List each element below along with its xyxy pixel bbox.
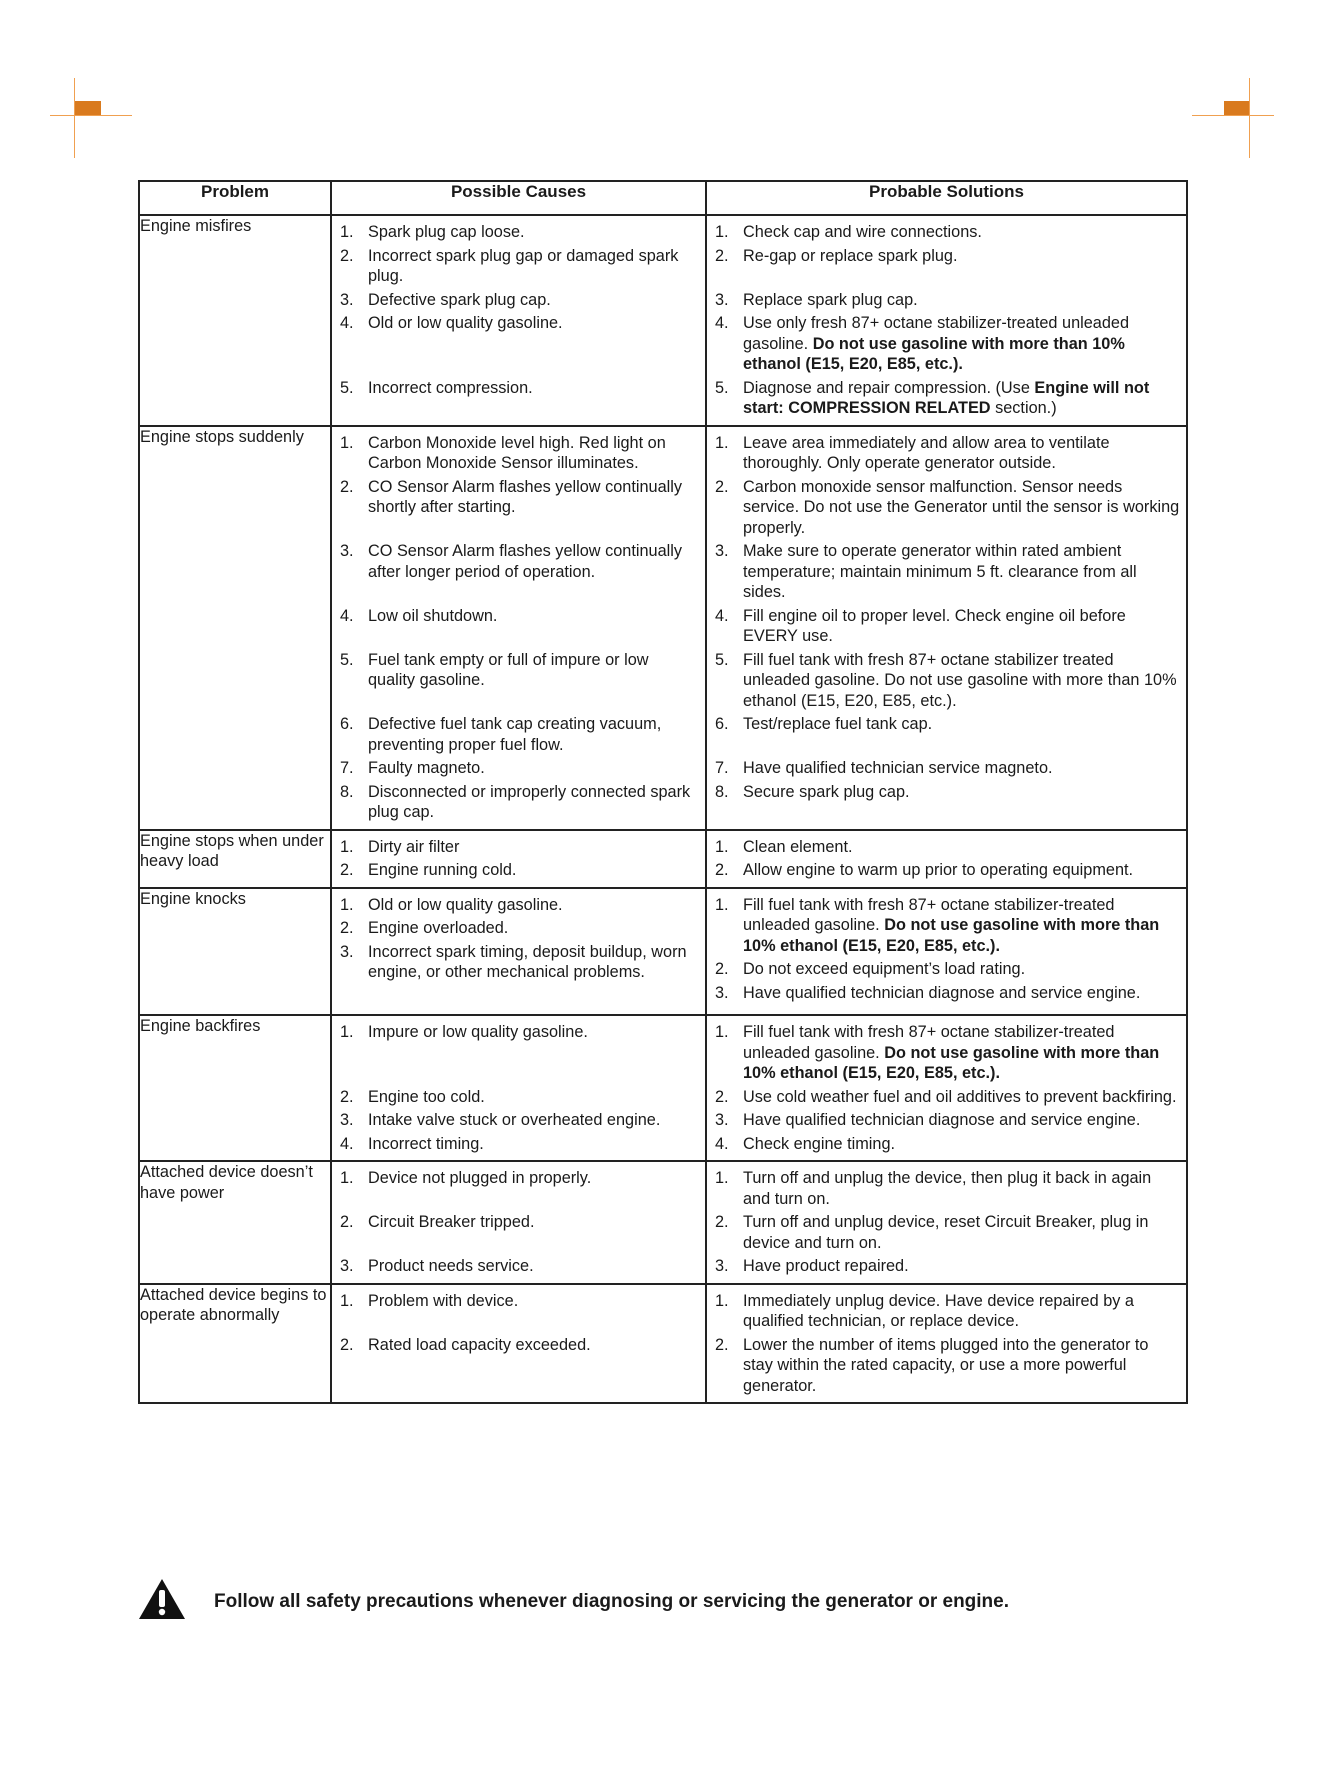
item-number: 2.	[340, 1087, 354, 1106]
solution-entry	[715, 313, 1180, 375]
item-number: 2.	[715, 1213, 729, 1231]
cause-item	[332, 779, 707, 829]
solution-text: Use only fresh 87+ octane stabilizer-treated unleaded gasoline.	[743, 314, 1130, 353]
item-text: Product needs service.	[368, 1257, 534, 1275]
item-number: 7.	[715, 759, 729, 777]
item-text: Old or low quality gasoline.	[368, 314, 563, 332]
solution-entry	[715, 477, 1180, 539]
item-text: Device not plugged in properly.	[368, 1169, 592, 1187]
item-text	[743, 1256, 1180, 1277]
cause-solution-cells	[331, 1015, 1187, 1161]
item-number: 3.	[340, 942, 354, 961]
item-number: 2.	[340, 1213, 354, 1231]
solution-text: Have qualified technician diagnose and service engine.	[743, 1111, 1141, 1129]
cause-item	[332, 375, 707, 425]
cause-entry	[340, 918, 697, 939]
solution-item	[707, 310, 1188, 375]
item-number: 4.	[715, 314, 729, 332]
problem-cell: Engine misfires	[139, 215, 331, 426]
item-number: 4.	[715, 606, 729, 625]
item-text: Impure or low quality gasoline.	[368, 1023, 588, 1041]
item-text: Defective fuel tank cap creating vacuum, preventing proper fuel flow.	[368, 715, 662, 754]
solution-item	[707, 647, 1188, 712]
solution-entry	[715, 650, 1180, 712]
item-number: 8.	[340, 782, 354, 801]
solution-item	[707, 1131, 1188, 1161]
solution-item	[707, 1209, 1188, 1253]
table-row	[139, 1161, 1187, 1284]
cause-entry	[340, 477, 697, 518]
crop-mark-left-v	[74, 78, 75, 158]
solution-item	[707, 216, 1188, 243]
item-text	[743, 1134, 1180, 1155]
cause-entry	[340, 1110, 697, 1131]
troubleshooting-table	[138, 180, 1188, 1404]
item-number: 2.	[340, 919, 354, 937]
item-number: 1.	[340, 895, 354, 914]
cause-entry	[340, 837, 697, 858]
item-number: 4.	[340, 314, 354, 332]
item-number: 3.	[340, 542, 354, 560]
solution-text: Lower the number of items plugged into the generator to stay within the rated capacity, or use a more powerful generator.	[743, 1335, 1149, 1395]
problem-cell: Attached device begins to operate abnormally	[139, 1284, 331, 1404]
solution-entry	[715, 782, 1180, 803]
item-text: Faulty magneto.	[368, 759, 485, 777]
item-text	[743, 378, 1180, 419]
table-row	[139, 888, 1187, 1016]
item-text: Engine overloaded.	[368, 919, 509, 937]
solution-text: Immediately unplug device. Have device repaired by a qualified technician, or replace device.	[743, 1291, 1134, 1330]
item-text	[743, 606, 1180, 647]
cause-solution-grid	[332, 216, 1186, 425]
solution-text: Use cold weather fuel and oil additives to prevent backfiring.	[743, 1087, 1177, 1106]
table-row	[139, 426, 1187, 830]
item-number: 3.	[715, 1257, 729, 1275]
solution-item	[707, 603, 1188, 647]
cause-entry	[340, 1256, 697, 1277]
solution-text: Fill fuel tank with fresh 87+ octane stabilizer-treated unleaded gasoline.	[743, 895, 1115, 934]
cause-entry	[340, 714, 697, 755]
solution-text: Turn off and unplug the device, then plug it back in again and turn on.	[743, 1169, 1152, 1208]
safety-footer	[138, 1578, 1009, 1625]
solution-text: Do not exceed equipment’s load rating.	[743, 960, 1026, 978]
item-number: 1.	[340, 433, 354, 452]
item-number: 1.	[715, 1023, 729, 1041]
problem-cell: Engine knocks	[139, 888, 331, 1016]
solution-text: Fill fuel tank with fresh 87+ octane stabilizer treated unleaded gasoline. Do not use gasoline with more than 10% ethanol (E15, E20, E85, etc.).	[743, 650, 1177, 710]
item-text	[743, 313, 1180, 375]
solution-text: Make sure to operate generator within rated ambient temperature; maintain minimum 5 ft. clearance from all sides.	[743, 542, 1137, 601]
cause-entry	[340, 1134, 697, 1155]
item-number: 2.	[715, 1335, 729, 1354]
item-number: 6.	[715, 715, 729, 733]
problem-cell: Attached device doesn’t have power	[139, 1161, 331, 1284]
solution-item	[707, 1162, 1188, 1209]
item-text: CO Sensor Alarm flashes yellow continually after longer period of operation.	[368, 542, 683, 581]
item-number: 2.	[715, 861, 729, 879]
cause-entry	[340, 313, 697, 334]
item-text: Engine too cold.	[368, 1087, 485, 1106]
item-text: Fuel tank empty or full of impure or low quality gasoline.	[368, 650, 649, 689]
solution-item	[707, 857, 1188, 887]
solution-text: Re-gap or replace spark plug.	[743, 246, 958, 265]
cause-item	[332, 857, 707, 887]
solution-text: Allow engine to warm up prior to operating equipment.	[743, 861, 1134, 879]
cause-item	[332, 1084, 707, 1108]
solution-item	[707, 711, 1188, 755]
cause-item	[332, 755, 707, 779]
item-number: 1.	[715, 1291, 729, 1310]
solution-entry	[715, 1256, 1180, 1277]
solution-text: Turn off and unplug device, reset Circuit Breaker, plug in device and turn on.	[743, 1213, 1149, 1252]
item-text	[743, 650, 1180, 712]
solution-text: Have qualified technician diagnose and service engine.	[743, 983, 1141, 1002]
item-number: 1.	[340, 837, 354, 856]
item-number: 3.	[340, 290, 354, 309]
cause-entry	[340, 1087, 697, 1108]
item-number: 1.	[340, 1291, 354, 1310]
item-text: Engine running cold.	[368, 861, 517, 879]
solution-item	[707, 287, 1188, 311]
header-causes: Possible Causes	[331, 181, 706, 215]
item-text	[743, 477, 1180, 539]
problem-cell: Engine backfires	[139, 1015, 331, 1161]
item-text	[743, 1291, 1180, 1332]
cause-item	[332, 427, 707, 474]
item-text	[743, 1087, 1180, 1108]
cause-entry	[340, 1168, 697, 1189]
cause-entry	[340, 433, 697, 474]
solution-item	[707, 1107, 1188, 1131]
cause-solution-grid	[332, 1016, 1186, 1160]
item-number: 3.	[340, 1111, 354, 1129]
solution-item	[707, 375, 1188, 425]
item-text: Incorrect spark plug gap or damaged spark plug.	[368, 246, 679, 285]
cause-solution-cells	[331, 1161, 1187, 1284]
solutions-cell	[706, 888, 1187, 1016]
safety-message: Follow all safety precautions whenever diagnosing or servicing the generator or engine.	[214, 1590, 1010, 1612]
item-number: 1.	[340, 1023, 354, 1041]
item-number: 3.	[715, 1111, 729, 1129]
cause-item	[332, 538, 707, 603]
cause-entry	[340, 606, 697, 627]
cause-entry	[340, 650, 697, 691]
cause-item	[332, 1332, 707, 1403]
solution-text: Test/replace fuel tank cap.	[743, 715, 933, 733]
cause-entry	[340, 1022, 697, 1043]
crop-mark-right-block	[1224, 101, 1249, 115]
item-number: 8.	[715, 782, 729, 801]
solution-item	[707, 427, 1188, 474]
solution-text: Have product repaired.	[743, 1257, 909, 1275]
solution-item	[707, 1253, 1188, 1283]
solution-entry	[715, 758, 1180, 779]
solution-text: Carbon monoxide sensor malfunction. Sensor needs service. Do not use the Generator until the sensor is working properly.	[743, 477, 1180, 537]
solution-entry	[715, 1134, 1180, 1155]
cause-entry	[340, 290, 697, 311]
item-number: 5.	[340, 378, 354, 397]
item-text	[743, 714, 1180, 735]
solution-entry	[715, 433, 1180, 474]
cause-entry	[340, 541, 697, 582]
item-text	[743, 782, 1180, 803]
item-text: Rated load capacity exceeded.	[368, 1335, 591, 1354]
cause-item	[332, 1209, 707, 1253]
item-text	[743, 1110, 1180, 1131]
cause-entry	[340, 1212, 697, 1233]
cause-solution-grid	[332, 427, 1186, 829]
warning-triangle-icon	[138, 1578, 186, 1625]
solution-item	[707, 831, 1188, 858]
table-row	[139, 1015, 1187, 1161]
solution-entry	[715, 714, 1180, 735]
solution-entry	[715, 1335, 1180, 1397]
cause-item	[332, 1107, 707, 1131]
item-number: 4.	[340, 606, 354, 625]
solution-text: Check engine timing.	[743, 1134, 896, 1153]
solution-entry	[715, 959, 1178, 980]
solution-item	[707, 755, 1188, 779]
solution-item	[707, 1285, 1188, 1332]
item-number: 2.	[340, 246, 354, 265]
item-number: 7.	[340, 759, 354, 777]
item-number: 2.	[340, 477, 354, 496]
warning-bold-text: Do not use gasoline with more than 10% ethanol (E15, E20, E85, etc.).	[743, 916, 1160, 955]
item-number: 1.	[715, 223, 729, 241]
item-text	[743, 1212, 1180, 1253]
item-number: 2.	[340, 1335, 354, 1354]
solution-entry	[715, 837, 1180, 858]
cause-item	[332, 216, 707, 243]
item-text: Incorrect spark timing, deposit buildup, worn engine, or other mechanical problems.	[368, 942, 687, 981]
cause-solution-cells	[331, 215, 1187, 426]
item-number: 1.	[715, 433, 729, 452]
cause-item	[332, 1131, 707, 1161]
solution-text: Fill engine oil to proper level. Check engine oil before EVERY use.	[743, 606, 1126, 645]
header-solutions: Probable Solutions	[706, 181, 1187, 215]
solution-text: Clean element.	[743, 837, 853, 856]
cause-item	[332, 243, 707, 287]
cause-entry	[340, 942, 697, 983]
solution-item	[707, 1332, 1188, 1403]
solution-text: Check cap and wire connections.	[743, 223, 982, 241]
solution-item	[707, 243, 1188, 287]
item-text: Disconnected or improperly connected spark plug cap.	[368, 782, 691, 821]
item-number: 4.	[715, 1134, 729, 1153]
cause-item	[332, 1162, 707, 1209]
cause-item	[332, 647, 707, 712]
cause-solution-cells	[331, 830, 1187, 888]
item-text	[743, 433, 1180, 474]
solution-item	[707, 1016, 1188, 1084]
cause-solution-grid	[332, 831, 1186, 887]
cause-entry	[340, 782, 697, 823]
solution-entry	[715, 1212, 1180, 1253]
problem-cell: Engine stops when under heavy load	[139, 830, 331, 888]
item-number: 1.	[340, 1169, 354, 1187]
causes-cell	[331, 888, 706, 1016]
item-number: 1.	[715, 837, 729, 856]
crop-mark-right-v	[1249, 78, 1250, 158]
item-number: 3.	[715, 542, 729, 560]
cause-solution-cells	[331, 426, 1187, 830]
solution-item	[707, 474, 1188, 539]
warning-bold-text: Do not use gasoline with more than 10% ethanol (E15, E20, E85, etc.).	[743, 334, 1125, 373]
item-text: Incorrect timing.	[368, 1134, 484, 1153]
cause-entry	[340, 1335, 697, 1356]
solution-entry	[715, 983, 1178, 1004]
item-text: CO Sensor Alarm flashes yellow continually shortly after starting.	[368, 477, 683, 516]
cause-entry	[340, 378, 697, 399]
item-number: 3.	[715, 290, 729, 309]
problem-cell: Engine stops suddenly	[139, 426, 331, 830]
solution-entry	[715, 860, 1180, 881]
solution-entry	[715, 1110, 1180, 1131]
cause-entry	[340, 895, 697, 916]
item-number: 6.	[340, 715, 354, 733]
item-text: Spark plug cap loose.	[368, 223, 525, 241]
cause-entry	[340, 758, 697, 779]
solution-text: section.)	[990, 399, 1057, 417]
item-text	[743, 1335, 1180, 1397]
item-number: 2.	[715, 477, 729, 496]
cause-item	[332, 1253, 707, 1283]
solution-entry	[715, 290, 1180, 311]
item-text: Low oil shutdown.	[368, 606, 498, 625]
table-header-row	[139, 181, 1187, 215]
cause-entry	[340, 860, 697, 881]
item-number: 2.	[715, 246, 729, 265]
item-text	[743, 1168, 1180, 1209]
item-text	[743, 758, 1180, 779]
cause-item	[332, 711, 707, 755]
solution-entry	[715, 606, 1180, 647]
solution-entry	[715, 1168, 1180, 1209]
table-row	[139, 215, 1187, 426]
item-number: 1.	[340, 223, 354, 241]
solution-entry	[715, 1022, 1180, 1084]
cause-solution-cells	[331, 1284, 1187, 1404]
item-text: Carbon Monoxide level high. Red light on Carbon Monoxide Sensor illuminates.	[368, 433, 666, 472]
item-text: Problem with device.	[368, 1291, 519, 1310]
solution-entry	[715, 222, 1180, 243]
cause-item	[332, 1016, 707, 1084]
cause-entry	[340, 246, 697, 287]
item-number: 1.	[715, 895, 729, 914]
solution-text: Secure spark plug cap.	[743, 782, 910, 801]
item-text	[743, 222, 1180, 243]
item-number: 3.	[715, 983, 729, 1002]
item-text: Old or low quality gasoline.	[368, 895, 563, 914]
solution-text: Leave area immediately and allow area to ventilate thoroughly. Only operate generator outside.	[743, 433, 1110, 472]
item-text: Incorrect compression.	[368, 378, 533, 397]
item-text	[743, 860, 1180, 881]
item-text: Intake valve stuck or overheated engine.	[368, 1111, 661, 1129]
warning-bold-text: Do not use gasoline with more than 10% ethanol (E15, E20, E85, etc.).	[743, 1043, 1160, 1082]
item-number: 1.	[715, 1169, 729, 1187]
item-number: 2.	[340, 861, 354, 879]
cause-solution-grid	[332, 1285, 1186, 1403]
solution-item	[707, 779, 1188, 829]
item-text: Circuit Breaker tripped.	[368, 1213, 535, 1231]
item-text	[743, 1022, 1180, 1084]
header-problem: Problem	[139, 181, 331, 215]
solution-item	[707, 538, 1188, 603]
item-number: 5.	[715, 378, 729, 397]
item-number: 3.	[340, 1257, 354, 1275]
cause-item	[332, 831, 707, 858]
cause-item	[332, 287, 707, 311]
cause-solution-grid	[332, 1162, 1186, 1283]
item-text	[743, 837, 1180, 858]
cause-entry	[340, 1291, 697, 1312]
solution-text: Have qualified technician service magneto.	[743, 759, 1053, 777]
item-text	[743, 246, 1180, 267]
solutions-list	[707, 889, 1186, 1015]
solution-text: Replace spark plug cap.	[743, 290, 918, 309]
item-number: 4.	[340, 1134, 354, 1153]
cause-item	[332, 474, 707, 539]
item-number: 5.	[715, 650, 729, 669]
item-text	[743, 895, 1178, 957]
table-row	[139, 1284, 1187, 1404]
item-text	[743, 290, 1180, 311]
cause-item	[332, 1285, 707, 1332]
cause-item	[332, 603, 707, 647]
solution-entry	[715, 541, 1180, 603]
crop-mark-right-h	[1192, 115, 1274, 116]
solution-entry	[715, 1087, 1180, 1108]
solution-entry	[715, 1291, 1180, 1332]
crop-mark-left-block	[75, 101, 101, 115]
solution-entry	[715, 246, 1180, 267]
solution-text: Diagnose and repair compression. (Use	[743, 378, 1035, 397]
item-number: 2.	[715, 960, 729, 978]
item-text: Dirty air filter	[368, 837, 460, 856]
solution-item	[707, 1084, 1188, 1108]
cause-entry	[340, 222, 697, 243]
item-number: 2.	[715, 1087, 729, 1106]
cause-item	[332, 310, 707, 375]
item-number: 5.	[340, 650, 354, 669]
solution-entry	[715, 895, 1178, 957]
solution-text: Fill fuel tank with fresh 87+ octane stabilizer-treated unleaded gasoline.	[743, 1023, 1115, 1062]
item-text	[743, 983, 1178, 1004]
crop-mark-left-h	[50, 115, 132, 116]
warning-bold-text: Engine will not start: COMPRESSION RELATED	[743, 378, 1150, 417]
item-text: Defective spark plug cap.	[368, 290, 551, 309]
item-text	[743, 959, 1178, 980]
item-text	[743, 541, 1180, 603]
causes-list	[332, 889, 705, 994]
table-row	[139, 830, 1187, 888]
solution-entry	[715, 378, 1180, 419]
